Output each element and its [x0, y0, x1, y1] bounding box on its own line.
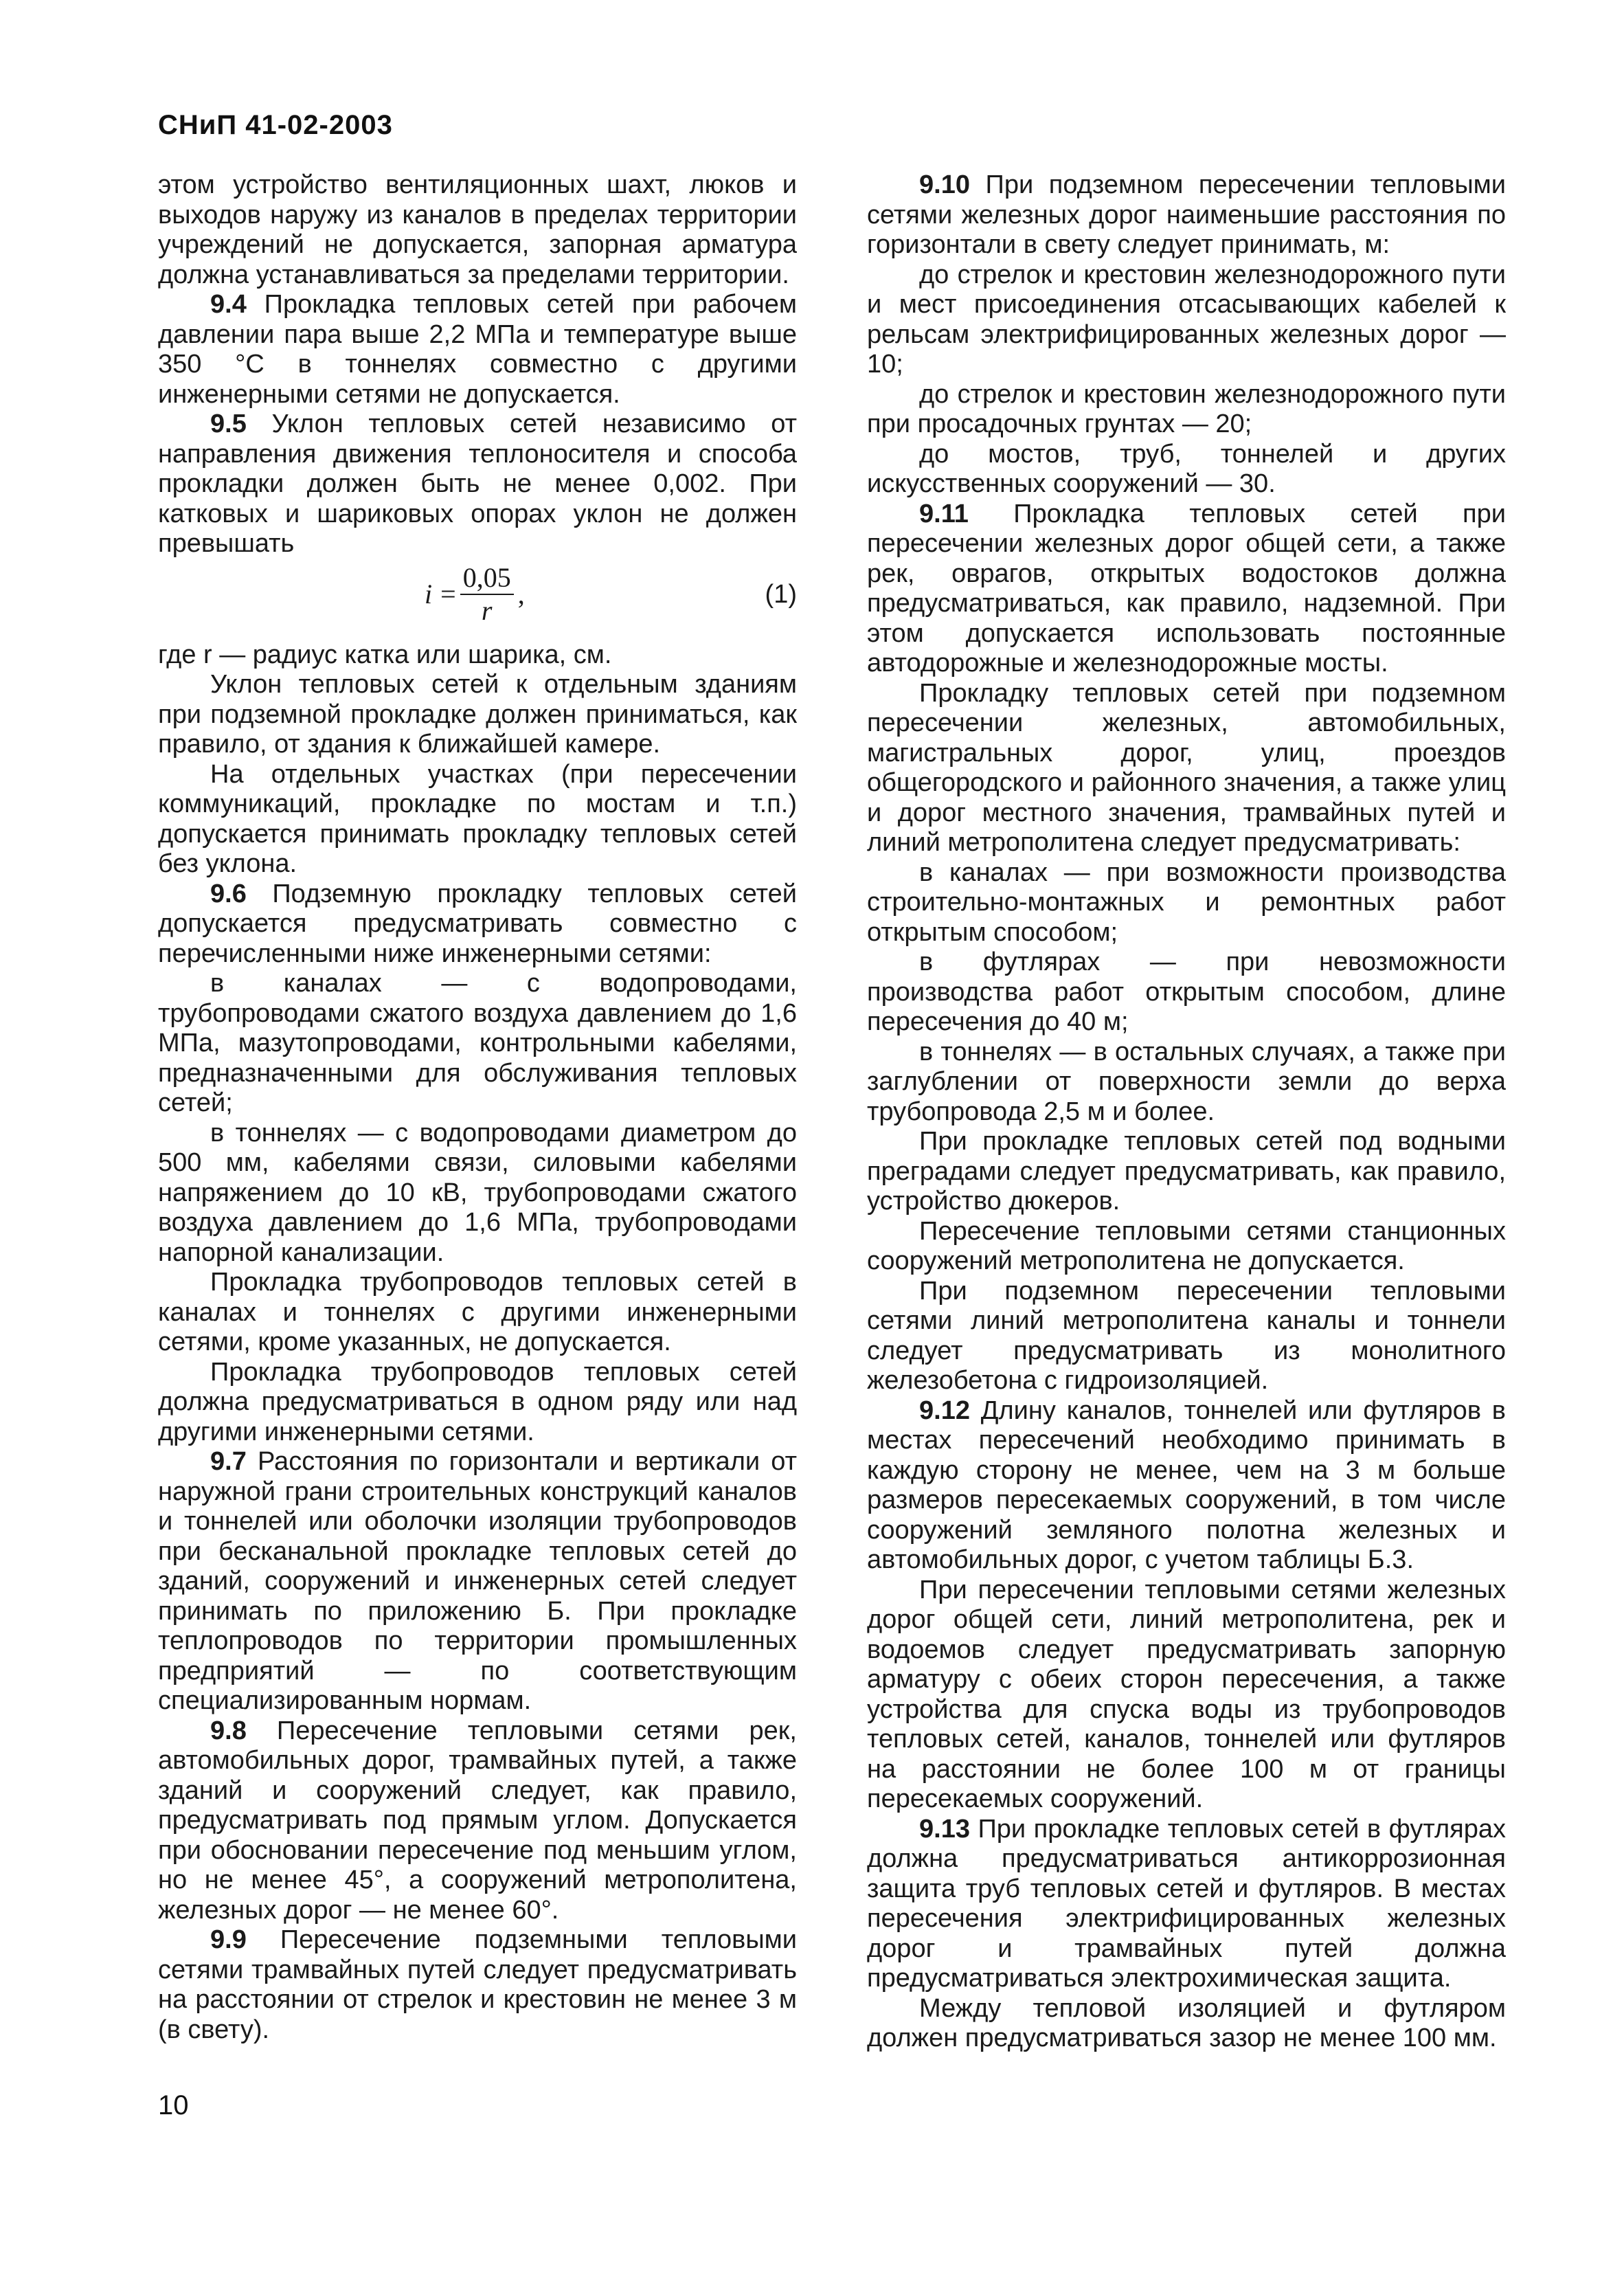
paragraph: до стрелок и крестовин железнодорожного пути при просадочных грунтах — 20; [867, 379, 1506, 438]
clause-number: 9.6 [210, 879, 247, 908]
clause-9-11 [867, 500, 1506, 679]
paragraph: в тоннелях — в остальных случаях, а также при заглублении от поверхности земли до верха трубопровода 2,5 м и более. [867, 1037, 1506, 1126]
paragraph: При прокладке тепловых сетей под водными преградами следует предусматривать, как правило, устройство дюкеров. [867, 1127, 1506, 1216]
clause-text: Пересечение подземными тепловыми сетями трамвайных путей следует предусматривать на расстоянии от стрелок и крестовин не менее 3 м (в свету). [158, 1925, 797, 2044]
clause-9-8 [158, 1716, 797, 1926]
clause-number: 9.8 [210, 1716, 247, 1745]
formula-tail: , [517, 578, 525, 609]
clause-number: 9.11 [919, 499, 969, 528]
formula-denominator: r [481, 594, 493, 626]
paragraph: Прокладка трубопроводов тепловых сетей в каналах и тоннелях с другими инженерными сетями, кроме указанных, не допускается. [158, 1268, 797, 1356]
clause-9-5 [158, 410, 797, 559]
clause-text: При прокладке тепловых сетей в футлярах должна предусматриваться антикоррозионная защита труб тепловых сетей и футляров. В местах пересечения электрифицированных железных дорог и трамвайных путей должна предусматриваться электрохимическая защита. [867, 1814, 1506, 1993]
clause-9-4 [158, 290, 797, 410]
clause-text: Длину каналов, тоннелей или футляров в местах пересечений необходимо принимать в каждую сторону не менее, чем на 3 м больше размеров пересекаемых сооружений, в том числе сооружений земляного полотна железных и автомобильных дорог, с учетом таблицы Б.3. [867, 1396, 1506, 1574]
formula-expression [425, 562, 525, 627]
paragraph: Прокладка трубопроводов тепловых сетей должна предусматриваться в одном ряду или над другими инженерными сетями. [158, 1357, 797, 1446]
formula-lhs: i [425, 578, 433, 609]
clause-number: 9.4 [210, 290, 247, 319]
paragraph: до стрелок и крестовин железнодорожного пути и мест присоединения отсасывающих кабелей к рельсам электрифицированных железных дорог — 10; [867, 260, 1506, 379]
paragraph-continuation: этом устройство вентиляционных шахт, люков и выходов наружу из каналов в пределах территории учреждений не допускается, запорная арматура должна устанавливаться за пределами территории. [158, 170, 797, 289]
page-number: 10 [158, 2090, 189, 2120]
clause-9-6 [158, 880, 797, 970]
formula-numerator: 0,05 [460, 562, 514, 595]
formula-equals: = [440, 578, 456, 609]
left-column [158, 170, 797, 2045]
paragraph: Прокладку тепловых сетей при подземном пересечении железных, автомобильных, магистральных дорог, улиц, проездов общегородского и районного значения, а также улиц и дорог местного значения, трамвайных путей и линий метрополитена следует предусматривать: [867, 678, 1506, 857]
equation-number: (1) [765, 579, 797, 609]
clause-9-12 [867, 1396, 1506, 1576]
paragraph: Уклон тепловых сетей к отдельным зданиям при подземной прокладке должен приниматься, как правило, от здания к ближайшей камере. [158, 670, 797, 759]
document-code-header: СНиП 41-02-2003 [158, 110, 393, 140]
clause-number: 9.5 [210, 410, 247, 438]
clause-text: Пересечение тепловыми сетями рек, автомобильных дорог, трамвайных путей, а также зданий и сооружений следует, как правило, предусматривать под прямым углом. Допускается при обосновании пересечение под меньшим углом, но не менее 45°, а сооружений метрополитена, железных дорог — не менее 60°. [158, 1716, 797, 1925]
clause-text: Уклон тепловых сетей независимо от направления движения теплоносителя и способа прокладки должен быть не менее 0,002. При катковых и шариковых опорах уклон не должен превышать [158, 410, 797, 558]
paragraph: На отдельных участках (при пересечении коммуникаций, прокладке по мостам и т.п.) допускается принимать прокладку тепловых сетей без уклона. [158, 759, 797, 878]
clause-number: 9.10 [919, 170, 970, 199]
paragraph: в каналах — с водопроводами, трубопроводами сжатого воздуха давлением до 1,6 МПа, мазутопроводами, контрольными кабелями, предназначенными для обслуживания тепловых сетей; [158, 969, 797, 1117]
clause-number: 9.13 [919, 1814, 970, 1844]
paragraph: до мостов, труб, тоннелей и других искусственных сооружений — 30. [867, 439, 1506, 498]
clause-number: 9.12 [919, 1396, 970, 1425]
paragraph: в тоннелях — с водопроводами диаметром до 500 мм, кабелями связи, силовыми кабелями напряжением до 10 кВ, трубопроводами сжатого воздуха давлением до 1,6 МПа, трубопроводами напорной канализации. [158, 1118, 797, 1267]
paragraph: в футлярах — при невозможности производства работ открытым способом, длине пересечения до 40 м; [867, 948, 1506, 1036]
clause-text: При подземном пересечении тепловыми сетями железных дорог наименьшие расстояния по горизонтали в свету следует принимать, м: [867, 170, 1506, 259]
clause-9-10 [867, 170, 1506, 260]
paragraph: Пересечение тепловыми сетями станционных сооружений метрополитена не допускается. [867, 1216, 1506, 1275]
formula-explanation: где r — радиус катка или шарика, см. [158, 640, 612, 669]
clause-number: 9.7 [210, 1447, 247, 1476]
formula-fraction [460, 562, 514, 627]
clause-9-7 [158, 1447, 797, 1716]
clause-9-9 [158, 1925, 797, 2045]
paragraph: При пересечении тепловыми сетями железных дорог общей сети, линий метрополитена, рек и водоемов следует предусматривать запорную арматуру с обеих сторон пересечения, а также устройства для спуска воды из трубопроводов тепловых сетей, каналов, тоннелей или футляров на расстоянии не более 100 м от границы пересекаемых сооружений. [867, 1575, 1506, 1813]
formula-1 [158, 559, 797, 640]
paragraph: При подземном пересечении тепловыми сетями линий метрополитена каналы и тоннели следует предусматривать из монолитного железобетона с гидроизоляцией. [867, 1276, 1506, 1395]
clause-text: Подземную прокладку тепловых сетей допускается предусматривать совместно с перечисленными ниже инженерными сетями: [158, 879, 797, 968]
right-column [867, 170, 1506, 2054]
clause-text: Прокладка тепловых сетей при пересечении железных дорог общей сети, а также рек, оврагов, открытых водостоков должна предусматриваться, как правило, надземной. При этом допускается использовать постоянные автодорожные и железнодорожные мосты. [867, 499, 1506, 678]
clause-text: Прокладка тепловых сетей при рабочем давлении пара выше 2,2 МПа и температуре выше 350 °С в тоннелях совместно с другими инженерными сетями не допускается. [158, 290, 797, 409]
paragraph: Между тепловой изоляцией и футляром должен предусматриваться зазор не менее 100 мм. [867, 1993, 1506, 2052]
paragraph: в каналах — при возможности производства строительно-монтажных и ремонтных работ открытым способом; [867, 858, 1506, 947]
clause-number: 9.9 [210, 1925, 247, 1954]
clause-text: Расстояния по горизонтали и вертикали от наружной грани строительных конструкций каналов и тоннелей или оболочки изоляции трубопроводов при бесканальной прокладке тепловых сетей до зданий, сооружений и инженерных сетей следует принимать по приложению Б. При прокладке теплопроводов по территории промышленных предприятий — по соответствующим специализированным нормам. [158, 1447, 797, 1715]
clause-9-13 [867, 1815, 1506, 1994]
